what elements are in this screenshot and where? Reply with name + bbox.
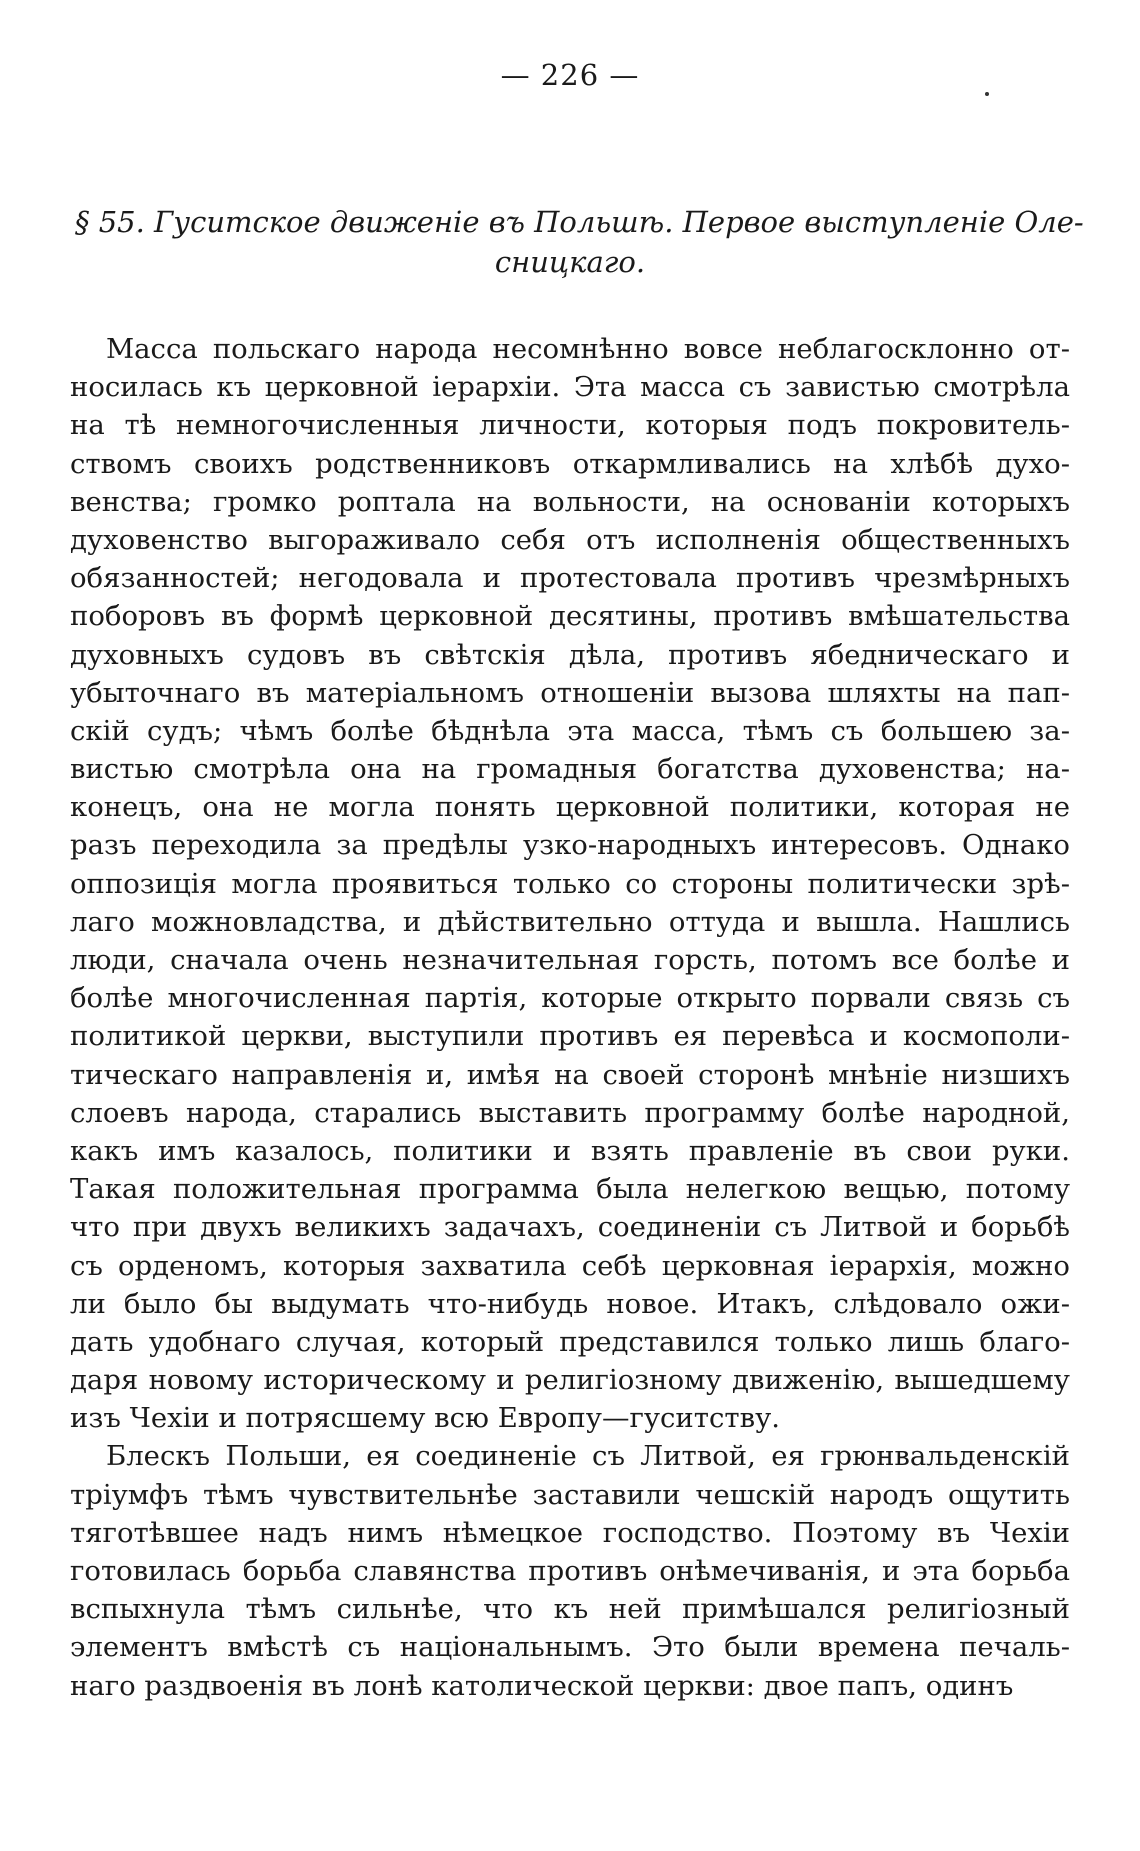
text-line: изъ Чехіи и потрясшему всю Европу—гуситству.	[70, 1402, 780, 1435]
text-line: дать удобнаго случая, который представился только лишь благо-	[70, 1325, 1070, 1358]
text-line: поборовъ въ формѣ церковной десятины, противъ вмѣшательства	[70, 600, 1070, 633]
text-line: элементъ вмѣстѣ съ національнымъ. Это были времена печаль-	[70, 1631, 1070, 1664]
text-line: что при двухъ великихъ задачахъ, соединеніи съ Литвой и борьбѣ	[70, 1211, 1070, 1244]
text-line: духовенство выгораживало себя отъ исполненія общественныхъ	[70, 523, 1070, 556]
text-line: оппозиція могла проявиться только со стороны политически зрѣ-	[70, 867, 1070, 900]
text-line: Масса польскаго народа несомнѣнно вовсе неблагосклонно от-	[106, 333, 1070, 365]
text-line: люди, сначала очень незначительная горсть, потомъ все болѣе и	[70, 944, 1070, 976]
text-line: лаго можновладства, и дѣйствительно оттуда и вышла. Нашлись	[70, 905, 1070, 938]
text-line: даря новому историческому и религіозному движенію, вышедшему	[70, 1364, 1070, 1397]
section-heading-line-1: § 55. Гуситское движеніе въ Польшѣ. Первое выступленіе Оле-	[75, 205, 1084, 239]
body-text	[70, 330, 1070, 1705]
paragraph	[70, 330, 1070, 1437]
text-line: носилась къ церковной іерархіи. Эта масса съ завистью смотрѣла	[70, 371, 1070, 404]
text-line: слоевъ народа, старались выставить программу болѣе народной,	[70, 1096, 1070, 1129]
text-line: политикой церкви, выступили противъ ея перевѣса и космополи-	[70, 1020, 1070, 1053]
paragraph	[70, 1437, 1070, 1704]
text-line: на тѣ немногочисленныя личности, которыя подъ покровитель-	[70, 409, 1070, 442]
text-line: наго раздвоенія въ лонѣ католической церкви: двое папъ, одинъ	[70, 1669, 1014, 1702]
text-line: убыточнаго въ матеріальномъ отношеніи вызова шляхты на пап-	[70, 676, 1070, 709]
text-line: духовныхъ судовъ въ свѣтскія дѣла, противъ ябедническаго и	[70, 638, 1070, 671]
text-line: вистью смотрѣла она на громадныя богатства духовенства; на-	[70, 753, 1070, 786]
text-line: Блескъ Польши, ея соединеніе съ Литвой, ея грюнвальденскій	[106, 1440, 1070, 1473]
print-speck	[985, 92, 989, 96]
text-line: съ орденомъ, которыя захватила себѣ церковная іерархія, можно	[70, 1249, 1070, 1282]
text-line: обязанностей; негодовала и протестовала противъ чрезмѣрныхъ	[70, 562, 1070, 595]
text-line: вспыхнула тѣмъ сильнѣе, что къ ней примѣшался религіозный	[70, 1593, 1070, 1626]
text-line: тяготѣвшее надъ нимъ нѣмецкое господство. Поэтому въ Чехіи	[70, 1516, 1070, 1549]
page-number: — 226 —	[500, 58, 640, 92]
text-line: готовилась борьба славянства противъ онѣмечиванія, и эта борьба	[70, 1555, 1070, 1587]
text-line: разъ переходила за предѣлы узко-народныхъ интересовъ. Однако	[70, 829, 1070, 862]
text-line: скій судъ; чѣмъ болѣе бѣднѣла эта масса, тѣмъ съ большею за-	[70, 714, 1070, 747]
text-line: болѣе многочисленная партія, которые открыто порвали связь съ	[70, 982, 1070, 1015]
text-line: тическаго направленія и, имѣя на своей сторонѣ мнѣніе низшихъ	[70, 1058, 1070, 1091]
text-line: конецъ, она не могла понять церковной политики, которая не	[70, 791, 1070, 824]
section-heading-line-2: сницкаго.	[494, 245, 646, 279]
text-line: какъ имъ казалось, политики и взять правленіе въ свои руки.	[70, 1134, 1070, 1167]
text-line: ствомъ своихъ родственниковъ откармливались на хлѣбѣ духо-	[70, 447, 1070, 480]
text-line: Такая положительная программа была нелегкою вещью, потому	[70, 1173, 1070, 1206]
text-line: тріумфъ тѣмъ чувствительнѣе заставили чешскій народъ ощутить	[70, 1478, 1070, 1511]
text-line: венства; громко роптала на вольности, на основаніи которыхъ	[70, 485, 1070, 518]
text-line: ли было бы выдумать что-нибудь новое. Итакъ, слѣдовало ожи-	[70, 1287, 1070, 1320]
section-heading	[75, 202, 1084, 282]
